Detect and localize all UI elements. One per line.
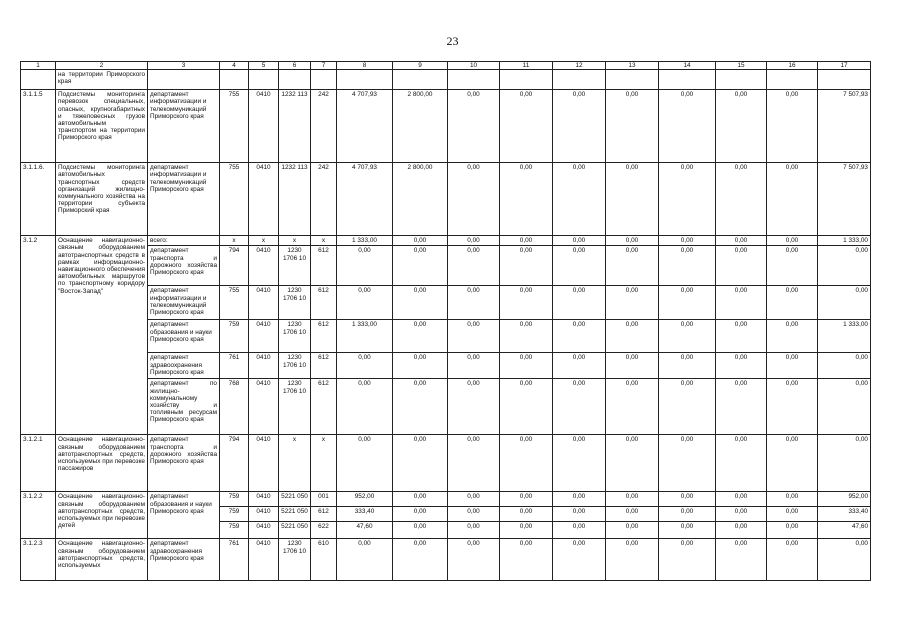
cell: x bbox=[311, 236, 337, 246]
table-row bbox=[21, 435, 871, 492]
cell: 612 bbox=[311, 379, 337, 435]
cell: 0410 bbox=[249, 539, 279, 581]
item-number: 3.1.2.3 bbox=[21, 539, 56, 581]
cell: 0,00 bbox=[553, 236, 606, 246]
cell: 1 333,00 bbox=[818, 320, 871, 353]
cell: 0,00 bbox=[448, 236, 500, 246]
cell: 612 bbox=[311, 320, 337, 353]
cell: 0,00 bbox=[393, 522, 448, 539]
cell: 0410 bbox=[249, 320, 279, 353]
column-header: 3 bbox=[148, 62, 220, 70]
cell: 0,00 bbox=[393, 246, 448, 286]
cell: 0,00 bbox=[767, 353, 818, 379]
cell: 0,00 bbox=[448, 90, 500, 163]
cell: 952,00 bbox=[337, 492, 393, 507]
cell: 0,00 bbox=[818, 286, 871, 320]
cell: 0,00 bbox=[448, 246, 500, 286]
cell: 0,00 bbox=[659, 246, 716, 286]
cell: 4 707,93 bbox=[337, 163, 393, 236]
cell: 0,00 bbox=[553, 379, 606, 435]
table-row bbox=[21, 379, 871, 435]
cell: 0410 bbox=[249, 507, 279, 522]
cell: 1230 1706 10 bbox=[279, 539, 311, 581]
cell: 0,00 bbox=[606, 379, 659, 435]
cell: 0,00 bbox=[818, 435, 871, 492]
column-header: 17 bbox=[818, 62, 871, 70]
item-description: Подсистемы мониторинга автомобильных транспортных средств организаций жилищно-коммунального хозяйства на территории субъекта Приморский края bbox=[56, 163, 148, 236]
table-row bbox=[21, 286, 871, 320]
cell: 0410 bbox=[249, 435, 279, 492]
cell: 0,00 bbox=[500, 379, 553, 435]
responsible-agency bbox=[148, 70, 220, 90]
item-description: на территории Приморского края bbox=[56, 70, 148, 90]
cell bbox=[337, 70, 393, 90]
cell: 0,00 bbox=[606, 492, 659, 507]
responsible-agency: департамент информатизации и телекоммуникаций Приморского края bbox=[148, 286, 220, 320]
cell: 47,60 bbox=[337, 522, 393, 539]
responsible-agency: всего: bbox=[148, 236, 220, 246]
cell: 0,00 bbox=[448, 507, 500, 522]
cell: 0,00 bbox=[818, 246, 871, 286]
responsible-agency: департамент здравоохранения Приморского края bbox=[148, 539, 220, 581]
cell bbox=[448, 70, 500, 90]
cell: 0410 bbox=[249, 522, 279, 539]
responsible-agency: департамент транспорта и дорожного хозяйства Приморского края bbox=[148, 246, 220, 286]
column-header: 13 bbox=[606, 62, 659, 70]
cell: 0,00 bbox=[500, 522, 553, 539]
column-header: 15 bbox=[716, 62, 767, 70]
table-row bbox=[21, 90, 871, 163]
table-row bbox=[21, 320, 871, 353]
cell: 0,00 bbox=[393, 236, 448, 246]
cell: 0,00 bbox=[606, 435, 659, 492]
cell: 0,00 bbox=[659, 163, 716, 236]
cell: 0,00 bbox=[659, 507, 716, 522]
item-number bbox=[21, 70, 56, 90]
item-number: 3.1.1.6. bbox=[21, 163, 56, 236]
cell: 0,00 bbox=[818, 353, 871, 379]
cell: 0410 bbox=[249, 90, 279, 163]
cell: 1 333,00 bbox=[337, 320, 393, 353]
cell: 0,00 bbox=[448, 320, 500, 353]
cell: 7 507,93 bbox=[818, 90, 871, 163]
cell: 1232 113 bbox=[279, 163, 311, 236]
cell: 0,00 bbox=[716, 539, 767, 581]
cell: 0,00 bbox=[337, 246, 393, 286]
responsible-agency: департамент по жилищно-коммунальному хозяйству и топливным ресурсам Приморского края bbox=[148, 379, 220, 435]
cell: 0,00 bbox=[716, 320, 767, 353]
cell: 0,00 bbox=[393, 507, 448, 522]
cell: 0,00 bbox=[716, 492, 767, 507]
cell bbox=[311, 70, 337, 90]
cell: x bbox=[311, 435, 337, 492]
cell bbox=[279, 70, 311, 90]
cell: 0,00 bbox=[500, 320, 553, 353]
cell: 0,00 bbox=[716, 353, 767, 379]
cell: 0410 bbox=[249, 246, 279, 286]
cell: 0,00 bbox=[337, 539, 393, 581]
cell: 0410 bbox=[249, 492, 279, 507]
cell: 7 507,93 bbox=[818, 163, 871, 236]
cell: 5221 050 bbox=[279, 507, 311, 522]
page-number: 23 bbox=[446, 34, 459, 48]
cell: 2 800,00 bbox=[393, 163, 448, 236]
table-row bbox=[21, 70, 871, 90]
cell: 0,00 bbox=[716, 435, 767, 492]
cell: 0410 bbox=[249, 379, 279, 435]
cell: 0,00 bbox=[716, 236, 767, 246]
cell: 755 bbox=[220, 90, 249, 163]
table-row bbox=[21, 163, 871, 236]
cell: 0,00 bbox=[659, 435, 716, 492]
table-row bbox=[21, 246, 871, 286]
cell: 242 bbox=[311, 163, 337, 236]
cell: x bbox=[220, 236, 249, 246]
cell bbox=[500, 70, 553, 90]
cell: 0,00 bbox=[393, 539, 448, 581]
cell bbox=[767, 70, 818, 90]
cell: 0,00 bbox=[553, 539, 606, 581]
cell bbox=[659, 70, 716, 90]
cell: 0,00 bbox=[393, 435, 448, 492]
cell: 0,00 bbox=[553, 507, 606, 522]
cell: 0,00 bbox=[659, 320, 716, 353]
cell: 761 bbox=[220, 353, 249, 379]
cell: 0,00 bbox=[553, 163, 606, 236]
cell: 1232 113 bbox=[279, 90, 311, 163]
cell bbox=[393, 70, 448, 90]
cell: 0,00 bbox=[337, 379, 393, 435]
cell: 0,00 bbox=[716, 379, 767, 435]
table-row bbox=[21, 353, 871, 379]
responsible-agency: департамент образования и науки Приморского края bbox=[148, 320, 220, 353]
cell: 0,00 bbox=[500, 507, 553, 522]
cell: 0410 bbox=[249, 286, 279, 320]
cell: 0,00 bbox=[553, 246, 606, 286]
cell: 0,00 bbox=[606, 539, 659, 581]
cell: 0,00 bbox=[716, 286, 767, 320]
responsible-agency: департамент информатизации и телекоммуникаций Приморского края bbox=[148, 163, 220, 236]
item-number: 3.1.1.5 bbox=[21, 90, 56, 163]
cell bbox=[220, 70, 249, 90]
cell: 0,00 bbox=[606, 246, 659, 286]
column-header: 5 bbox=[249, 62, 279, 70]
column-header: 7 bbox=[311, 62, 337, 70]
cell: 1230 1706 10 bbox=[279, 353, 311, 379]
cell: 0,00 bbox=[606, 236, 659, 246]
cell: 0,00 bbox=[659, 90, 716, 163]
cell: 0,00 bbox=[500, 435, 553, 492]
cell: 794 bbox=[220, 435, 249, 492]
cell: 0,00 bbox=[448, 353, 500, 379]
cell: 612 bbox=[311, 246, 337, 286]
cell: 0,00 bbox=[393, 320, 448, 353]
item-number: 3.1.2 bbox=[21, 236, 56, 435]
cell: 1230 1706 10 bbox=[279, 246, 311, 286]
cell: 0,00 bbox=[767, 522, 818, 539]
column-header: 2 bbox=[56, 62, 148, 70]
cell: 2 800,00 bbox=[393, 90, 448, 163]
cell: 0410 bbox=[249, 353, 279, 379]
cell: 755 bbox=[220, 286, 249, 320]
cell: 0,00 bbox=[393, 353, 448, 379]
cell: 0,00 bbox=[818, 539, 871, 581]
cell: 0,00 bbox=[337, 435, 393, 492]
column-number-row bbox=[21, 62, 871, 70]
cell: 759 bbox=[220, 507, 249, 522]
cell: 0,00 bbox=[500, 492, 553, 507]
cell: 0,00 bbox=[448, 522, 500, 539]
cell: 610 bbox=[311, 539, 337, 581]
item-number: 3.1.2.1 bbox=[21, 435, 56, 492]
column-header: 10 bbox=[448, 62, 500, 70]
cell: 0,00 bbox=[337, 286, 393, 320]
column-header: 8 bbox=[337, 62, 393, 70]
cell: 1 333,00 bbox=[818, 236, 871, 246]
cell: 612 bbox=[311, 353, 337, 379]
cell: 0,00 bbox=[818, 379, 871, 435]
cell: 0,00 bbox=[659, 353, 716, 379]
cell: 0,00 bbox=[767, 492, 818, 507]
cell: 0,00 bbox=[500, 286, 553, 320]
cell: 0,00 bbox=[606, 522, 659, 539]
responsible-agency: департамент транспорта и дорожного хозяйства Приморского края bbox=[148, 435, 220, 492]
cell: 0,00 bbox=[606, 163, 659, 236]
cell: 612 bbox=[311, 507, 337, 522]
column-header: 6 bbox=[279, 62, 311, 70]
cell: 0,00 bbox=[500, 236, 553, 246]
cell: 0,00 bbox=[448, 286, 500, 320]
cell: 755 bbox=[220, 163, 249, 236]
cell: 759 bbox=[220, 492, 249, 507]
cell: 0,00 bbox=[448, 379, 500, 435]
cell: 1230 1706 10 bbox=[279, 379, 311, 435]
responsible-agency: департамент информатизации и телекоммуникаций Приморского края bbox=[148, 90, 220, 163]
cell: 0,00 bbox=[659, 379, 716, 435]
cell: 0,00 bbox=[606, 320, 659, 353]
cell: x bbox=[279, 236, 311, 246]
cell: 0,00 bbox=[337, 353, 393, 379]
cell: 0,00 bbox=[767, 90, 818, 163]
cell: 761 bbox=[220, 539, 249, 581]
cell: 0,00 bbox=[500, 353, 553, 379]
cell: 612 bbox=[311, 286, 337, 320]
cell: 001 bbox=[311, 492, 337, 507]
cell: x bbox=[279, 435, 311, 492]
cell: 0,00 bbox=[767, 163, 818, 236]
cell: 0,00 bbox=[716, 163, 767, 236]
table-row bbox=[21, 539, 871, 581]
cell: 47,60 bbox=[818, 522, 871, 539]
item-description: Оснащение навигационно-связным оборудованием автотранспортных средств, используемых при перевозке пассажиров bbox=[56, 435, 148, 492]
item-description: Оснащение навигационно-связным оборудованием автотранспортных средств, используемых при перевозке детей bbox=[56, 492, 148, 539]
cell: 0,00 bbox=[659, 539, 716, 581]
table-row bbox=[21, 492, 871, 507]
cell bbox=[716, 70, 767, 90]
column-header: 12 bbox=[553, 62, 606, 70]
responsible-agency: департамент здравоохранения Приморского края bbox=[148, 353, 220, 379]
cell: 0,00 bbox=[606, 90, 659, 163]
cell: 0,00 bbox=[716, 90, 767, 163]
cell: 952,00 bbox=[818, 492, 871, 507]
cell: 0,00 bbox=[606, 353, 659, 379]
cell: 0,00 bbox=[659, 236, 716, 246]
cell: 622 bbox=[311, 522, 337, 539]
cell: 0,00 bbox=[716, 246, 767, 286]
cell: 5221 050 bbox=[279, 522, 311, 539]
cell: 1230 1706 10 bbox=[279, 320, 311, 353]
cell: 794 bbox=[220, 246, 249, 286]
cell bbox=[553, 70, 606, 90]
cell: 759 bbox=[220, 522, 249, 539]
column-header: 1 bbox=[21, 62, 56, 70]
cell: 0,00 bbox=[767, 286, 818, 320]
responsible-agency: департамент образования и науки Приморского края bbox=[148, 492, 220, 539]
cell bbox=[249, 70, 279, 90]
cell: 0,00 bbox=[659, 492, 716, 507]
cell: 333,40 bbox=[337, 507, 393, 522]
cell: 0,00 bbox=[393, 379, 448, 435]
cell: 0,00 bbox=[553, 286, 606, 320]
cell: 0,00 bbox=[767, 236, 818, 246]
cell: 0,00 bbox=[767, 320, 818, 353]
item-description: Оснащение навигационно-связным оборудованием автотранспортных средств, используемых bbox=[56, 539, 148, 581]
cell: 0,00 bbox=[767, 246, 818, 286]
column-header: 14 bbox=[659, 62, 716, 70]
item-number: 3.1.2.2 bbox=[21, 492, 56, 539]
cell: 333,40 bbox=[818, 507, 871, 522]
cell: 0,00 bbox=[448, 539, 500, 581]
column-header: 9 bbox=[393, 62, 448, 70]
column-header: 11 bbox=[500, 62, 553, 70]
cell: 768 bbox=[220, 379, 249, 435]
cell: 0,00 bbox=[448, 163, 500, 236]
cell: 0,00 bbox=[767, 435, 818, 492]
cell bbox=[818, 70, 871, 90]
cell: 5221 050 bbox=[279, 492, 311, 507]
cell: 0,00 bbox=[553, 435, 606, 492]
column-header: 16 bbox=[767, 62, 818, 70]
cell: 0,00 bbox=[553, 90, 606, 163]
cell: 759 bbox=[220, 320, 249, 353]
cell: 0,00 bbox=[606, 286, 659, 320]
cell: 0,00 bbox=[553, 353, 606, 379]
cell: 0,00 bbox=[553, 522, 606, 539]
cell: 0,00 bbox=[500, 539, 553, 581]
cell: 0410 bbox=[249, 163, 279, 236]
cell: 0,00 bbox=[716, 522, 767, 539]
cell: 0,00 bbox=[553, 320, 606, 353]
cell: 1230 1706 10 bbox=[279, 286, 311, 320]
column-header: 4 bbox=[220, 62, 249, 70]
cell: 0,00 bbox=[500, 246, 553, 286]
cell: 0,00 bbox=[659, 522, 716, 539]
cell: 1 333,00 bbox=[337, 236, 393, 246]
table-row bbox=[21, 236, 871, 246]
cell: x bbox=[249, 236, 279, 246]
cell: 0,00 bbox=[393, 492, 448, 507]
cell: 0,00 bbox=[767, 539, 818, 581]
budget-table bbox=[20, 61, 871, 581]
cell bbox=[606, 70, 659, 90]
cell: 0,00 bbox=[716, 507, 767, 522]
cell: 0,00 bbox=[659, 286, 716, 320]
cell: 0,00 bbox=[767, 379, 818, 435]
cell: 0,00 bbox=[553, 492, 606, 507]
cell: 242 bbox=[311, 90, 337, 163]
item-description: Оснащение навигационно-связным оборудованием автотранспортных средств в рамках информационно-навигационного обеспечения автомобильных маршрутов по транспортному коридору "Восток-Запад" bbox=[56, 236, 148, 435]
cell: 0,00 bbox=[500, 90, 553, 163]
cell: 0,00 bbox=[448, 492, 500, 507]
cell: 4 707,93 bbox=[337, 90, 393, 163]
cell: 0,00 bbox=[767, 507, 818, 522]
cell: 0,00 bbox=[606, 507, 659, 522]
cell: 0,00 bbox=[448, 435, 500, 492]
item-description: Подсистемы мониторинга перевозок специальных, опасных, крупногабаритных и тяжеловесных грузов автомобильным транспортом на территории Приморского края bbox=[56, 90, 148, 163]
cell: 0,00 bbox=[500, 163, 553, 236]
cell: 0,00 bbox=[393, 286, 448, 320]
